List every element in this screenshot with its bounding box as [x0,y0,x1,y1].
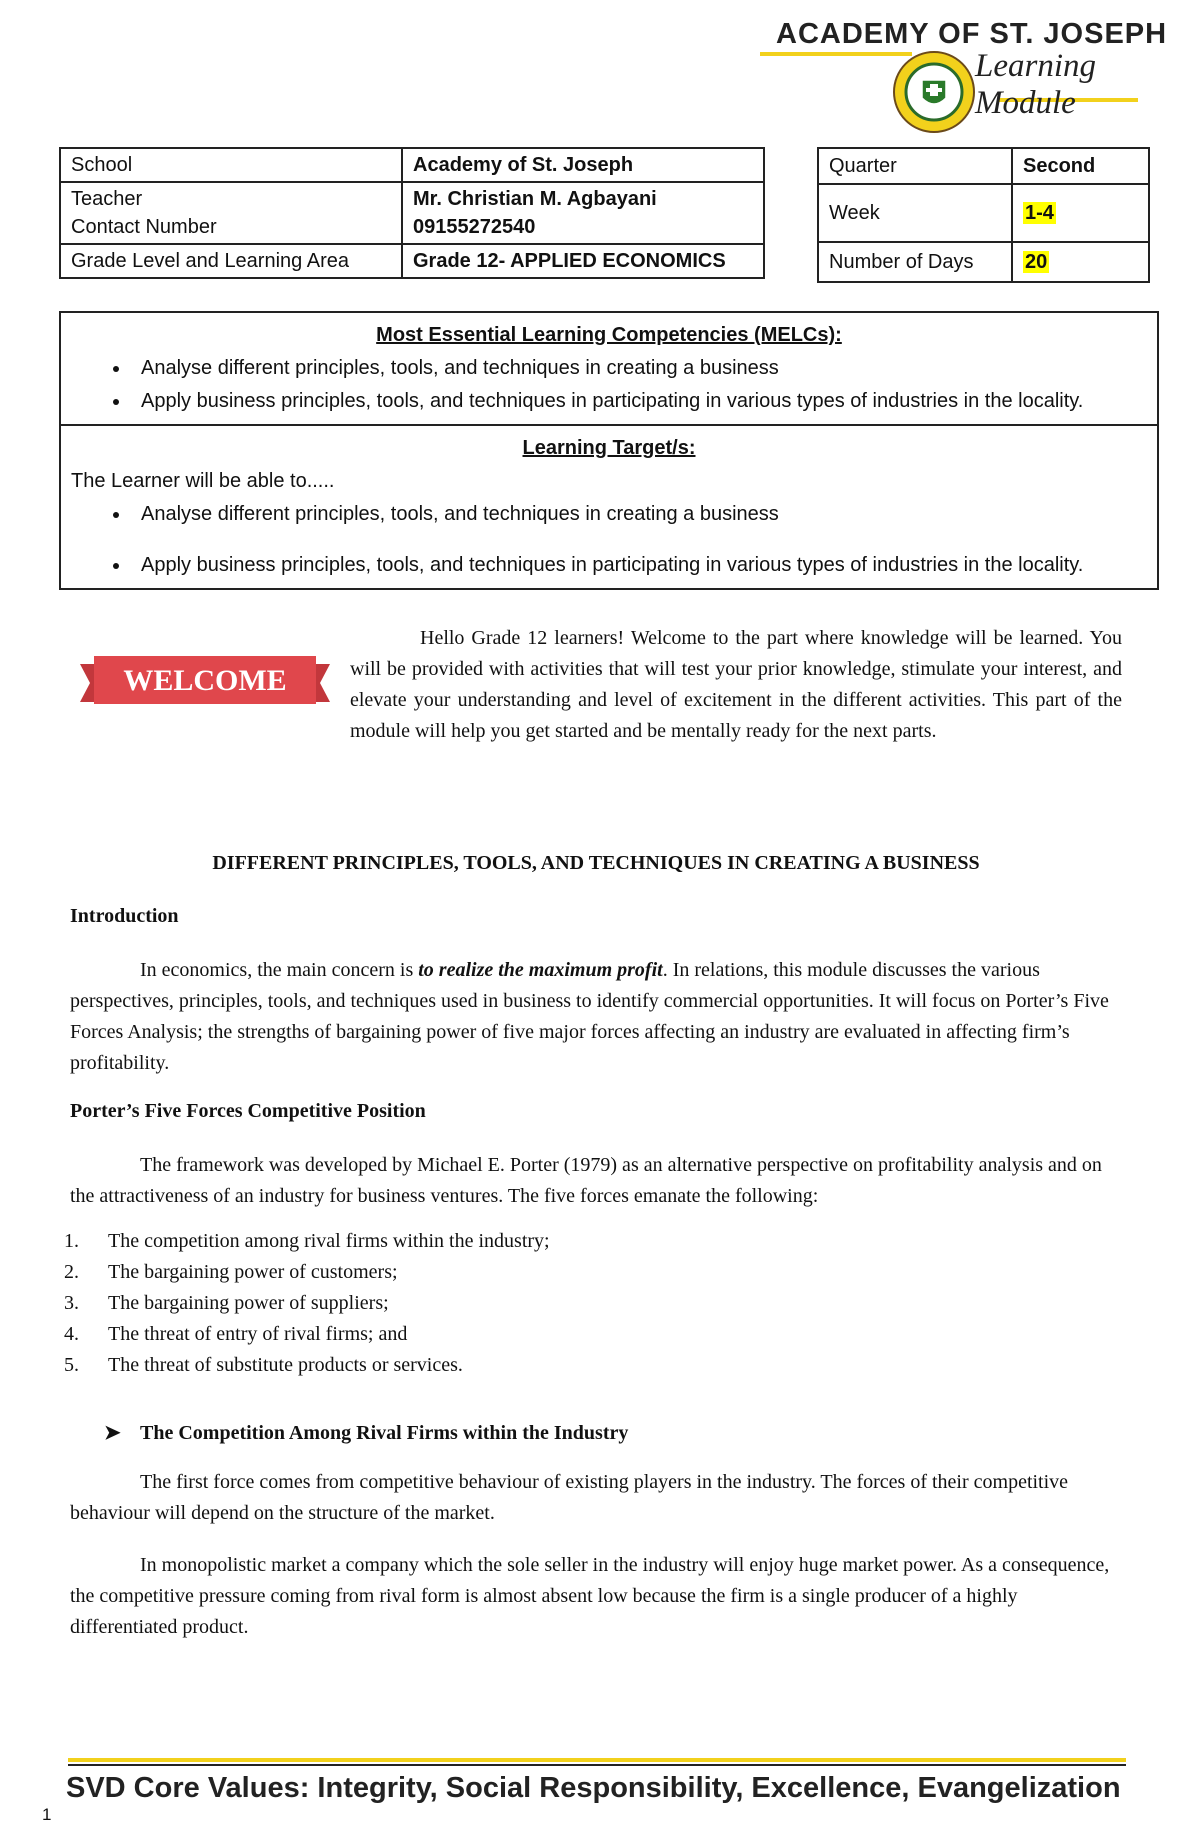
quarter-value: Second [1012,148,1149,184]
footer-rule [68,1764,1126,1766]
school-value: Academy of St. Joseph [402,148,764,182]
welcome-text: Hello Grade 12 learners! Welcome to the part where knowledge will be learned. You will be provided with activities that will test your prior knowledge, stimulate your interest, and elevate your understanding and level of excitement in the different activities. This part of the module will help you get started and be mentally ready for the next parts. [350,627,1122,742]
section-title: DIFFERENT PRINCIPLES, TOOLS, AND TECHNIQUES IN CREATING A BUSINESS [212,852,980,874]
intro-emphasis: to realize the maximum profit [418,959,663,981]
targets-intro: The Learner will be able to..... [71,470,335,492]
targets-section [61,424,1157,588]
force-item: 3. The bargaining power of suppliers; [84,1288,1184,1319]
rival-heading-row [104,1420,628,1445]
melcs-list [71,352,1147,418]
intro-text-post: . In relations, this module discusses the various perspectives, principles, tools, and techniques used in business to identify commercial opportunities. It will focus on Porter’s Five Forces Analysis; the strengths of bargaining power of five major forces affecting an industry are evaluated in affecting firm’s profitability. [70,959,1109,1074]
rival-paragraph-1: The first force comes from competitive behaviour of existing players in the industry. The forces of their competitive behaviour will depend on the structure of the market. [70,1471,1069,1524]
contact-value: 09155272540 [413,216,536,238]
targets-list [71,498,1147,582]
welcome-banner-text: WELCOME [123,664,287,697]
welcome-paragraph [70,623,1122,747]
force-item: 5. The threat of substitute products or services. [84,1350,1184,1381]
contact-label: Contact Number [71,216,217,238]
five-forces-list [0,1226,1184,1381]
competencies-box [59,311,1159,590]
porter-paragraph: The framework was developed by Michael E. Porter (1979) as an alternative perspective on profitability analysis and on the attractiveness of an industry for business ventures. The five forces emanate the following: [70,1154,1102,1207]
grade-label: Grade Level and Learning Area [60,244,402,278]
rival-heading: The Competition Among Rival Firms within the Industry [140,1422,629,1444]
force-item: 1. The competition among rival firms within the industry; [84,1226,1184,1257]
school-seal-logo [892,50,976,134]
target-item: • Analyse different principles, tools, and techniques in creating a business [131,498,1147,531]
header-underline [760,52,912,56]
intro-text-pre: In economics, the main concern is [140,959,419,981]
intro-heading: Introduction [70,905,179,927]
academy-title: ACADEMY OF ST. JOSEPH [776,18,1168,50]
school-label: School [60,148,402,182]
schedule-table [817,147,1150,283]
week-label: Week [818,184,1012,242]
welcome-float-spacer [70,623,350,733]
quarter-label: Quarter [818,148,1012,184]
learning-module-script: Learning Module [975,48,1097,121]
week-value: 1-4 [1025,201,1054,224]
porter-heading: Porter’s Five Forces Competitive Position [70,1100,426,1122]
targets-title: Learning Target/s: [522,437,696,459]
grade-value: Grade 12- APPLIED ECONOMICS [402,244,764,278]
rival-paragraph-2: In monopolistic market a company which the sole seller in the industry will enjoy huge market power. As a consequence, the competitive pressure coming from rival form is almost absent low because the firm is a single producer of a highly differentiated product. [70,1554,1110,1638]
force-item: 4. The threat of entry of rival firms; and [84,1319,1184,1350]
melc-item: • Apply business principles, tools, and techniques in participating in various types of industries in the locality. [131,385,1147,418]
melcs-section [61,313,1157,424]
school-info-table [59,147,765,279]
core-values-footer: SVD Core Values: Integrity, Social Responsibility, Excellence, Evangelization [66,1772,1121,1804]
melcs-title: Most Essential Learning Competencies (MELCs): [376,324,842,346]
target-item: • Apply business principles, tools, and techniques in participating in various types of industries in the locality. [131,549,1147,582]
force-item: 2. The bargaining power of customers; [84,1257,1184,1288]
days-label: Number of Days [818,242,1012,282]
teacher-value: Mr. Christian M. Agbayani [413,188,657,210]
intro-paragraph [70,955,1122,1079]
arrow-bullet-icon: ➤ [104,1422,121,1444]
days-value: 20 [1025,250,1048,273]
melc-item: • Analyse different principles, tools, and techniques in creating a business [131,352,1147,385]
page-number: 1 [42,1805,52,1824]
teacher-label: Teacher [71,188,143,210]
teacher-contact-labels [60,182,402,244]
teacher-contact-values [402,182,764,244]
footer-accent-line [68,1758,1126,1762]
